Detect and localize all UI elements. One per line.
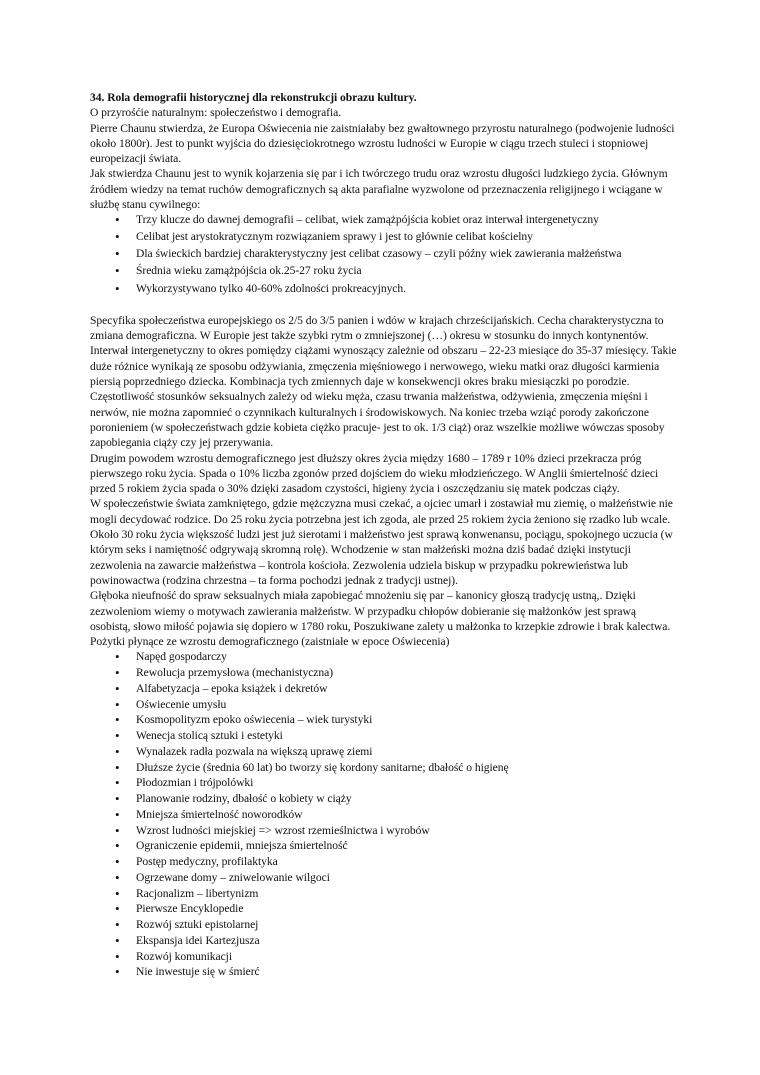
- list-item: • Planowanie rodziny, dbałość o kobiety w ciąży: [90, 791, 678, 807]
- list-item: • Dla świeckich bardziej charakterystyczny jest celibat czasowy – czyli późny wiek zawierania małżeństwa: [90, 246, 678, 261]
- list-item: • Postęp medyczny, profilaktyka: [90, 854, 678, 870]
- list-item: • Średnia wieku zamążpójścia ok.25-27 roku życia: [90, 263, 678, 278]
- list-item: • Racjonalizm – libertynizm: [90, 886, 678, 902]
- list-item: • Wykorzystywano tylko 40-60% zdolności prokreacyjnych.: [90, 281, 678, 296]
- list-item: • Wenecja stolicą sztuki i estetyki: [90, 728, 678, 744]
- list-item: • Wynalazek radła pozwala na większą uprawę ziemi: [90, 744, 678, 760]
- list-item: • Napęd gospodarczy: [90, 649, 678, 665]
- section-heading: 34. Rola demografii historycznej dla rekonstrukcji obrazu kultury.: [90, 91, 417, 104]
- list-item: • Dłuższe życie (średnia 60 lat) bo tworzy się kordony sanitarne; dbałość o higienę: [90, 760, 678, 776]
- body-paragraph: Drugim powodem wzrostu demograficznego jest dłuższy okres życia między 1680 – 1789 r 10% dzieci przekracza próg pierwszego roku życia. Spada o 10% liczba zgonów przed dojściem do wieku młodzieńczego. W Anglii śmiertelność dzieci przed 5 rokiem życia spada o 30% dzięki zasadom czystości, higieny życia i oszczędzaniu się matek podczas ciąży.: [90, 451, 659, 496]
- body-paragraph: Głęboka nieufność do spraw seksualnych miała zapobiegać mnożeniu się par – kanonicy głoszą tradycję ustną,. Dzięki zezwoleniom wiemy o motywach zawierania małżeństw. W przypadku chłopów dobieranie się małżonków jest sprawą osobistą, słowo miłość pojawia się dopiero w 1780 roku, Poszukiwane zalety u małżonka to krzepkie zdrowie i brak kalectwa.: [90, 589, 671, 633]
- intro-paragraph: Jak stwierdza Chaunu jest to wynik kojarzenia się par i ich twórczego trudu oraz wzrostu długości ludzkiego życia. Głównym źródłem wiedzy na temat ruchów demograficznych są akta parafialne wyzwolone od przeznaczenia religijnego i wciągane w służbę stanu cywilnego:: [90, 167, 668, 212]
- intro-paragraph: O przyrośćie naturalnym: społeczeństwo i demografia.: [90, 106, 342, 120]
- list-item: • Celibat jest arystokratycznym rozwiązaniem sprawy i jest to głównie celibat kościelny: [90, 229, 678, 244]
- demography-keys-list: [90, 212, 678, 296]
- intro-paragraph: Pierre Chaunu stwierdza, że Europa Oświecenia nie zaistniałaby bez gwałtownego przyrostu naturalnego (podwojenie ludności około 1800r). Jest to punkt wyjścia do dziesięciokrotnego wzrostu ludności w Europie w ciągu trzech stuleci i stopniowej europeizacji świata.: [90, 121, 675, 166]
- list-item: • Mniejsza śmiertelność noworodków: [90, 807, 678, 823]
- list-item: • Rewolucja przemysłowa (mechanistyczna): [90, 665, 678, 681]
- list-item: • Ograniczenie epidemii, mniejsza śmiertelność: [90, 838, 678, 854]
- list-item: • Pierwsze Encyklopedie: [90, 901, 678, 917]
- list-item: • Trzy klucze do dawnej demografii – celibat, wiek zamążpójścia kobiet oraz interwał intergenetyczny: [90, 212, 678, 227]
- list-item: • Kosmopolityzm epoko oświecenia – wiek turystyki: [90, 712, 678, 728]
- list-item: • Rozwój komunikacji: [90, 949, 678, 965]
- list-item: • Wzrost ludności miejskiej => wzrost rzemieślnictwa i wyrobów: [90, 823, 678, 839]
- body-paragraph: W społeczeństwie świata zamkniętego, gdzie mężczyzna musi czekać, a ojciec umarł i zostawiał mu ziemię, o małżeństwie nie mogli decydować rodzice. Do 25 roku życia potrzebna jest ich zgoda, ale przed 25 rokiem życia żeniono się rzadko lub wcale. Około 30 roku życia większość ludzi jest już sierotami i małżeństwo jest sprawą konwenansu, pociągu, spokojnego uczucia (w którym seks i namiętność odgrywają skromną rolę). Wchodzenie w stan małżeński można dziś badać dzięki instytucji zezwolenia na zawarcie małżeństwa – kontrola kościoła. Zezwolenia udziela biskup w przypadku pokrewieństwa lub powinowactwa (rodzina chrzestna – ta forma pochodzi jednak z tradycji ustnej).: [90, 497, 673, 587]
- list-item: • Płodozmian i trójpolówki: [90, 775, 678, 791]
- list-item: • Nie inwestuje się w śmierć: [90, 964, 678, 980]
- body-paragraph: Specyfika społeczeństwa europejskiego os 2/5 do 3/5 panien i wdów w krajach chrześcijańskich. Cecha charakterystyczna to zmiana demograficzna. W Europie jest także szybki rytm o zmniejszonej (…) okresu w stosunku do innych kontynentów. Interwał intergenetyczny to okres pomiędzy ciążami wynoszący zależnie od obszaru – 22-23 miesiące do 35-37 miesięcy. Takie duże różnice wynikają ze sposobu odżywiania, zmęczenia mięśniowego i nerwowego, wieku matki oraz długości karmienia piersią poprzedniego dziecka. Kombinacja tych zmiennych daje w konsekwencji okres braku miesiączki po porodzie. Częstotliwość stosunków seksualnych zależy od wieku męża, czasu trwania małżeństwa, odżywienia, zmęczenia mięśni i nerwów, nie można zapomnieć o czynnikach kulturalnych i środowiskowych. Na koniec trzeba wziąć porody zakończone poronieniem (w społeczeństwach gdzie kobieta ciężko pracuje- jest to ok. 1/3 ciąż) oraz wszelkie możliwe wówczas sposoby zapobiegania ciąży czy jej przerywania.: [90, 313, 677, 450]
- list-item: • Ekspansja idei Kartezjusza: [90, 933, 678, 949]
- list-item: • Oświecenie umysłu: [90, 697, 678, 713]
- document-page: [90, 90, 678, 980]
- list-item: • Rozwój sztuki epistolarnej: [90, 917, 678, 933]
- paragraph-gap: [90, 298, 678, 313]
- list-item: • Alfabetyzacja – epoka książek i dekretów: [90, 681, 678, 697]
- list-item: • Ogrzewane domy – zniwelowanie wilgoci: [90, 870, 678, 886]
- benefits-list: [90, 649, 678, 980]
- body-paragraph: Pożytki płynące ze wzrostu demograficznego (zaistniałe w epoce Oświecenia): [90, 635, 450, 649]
